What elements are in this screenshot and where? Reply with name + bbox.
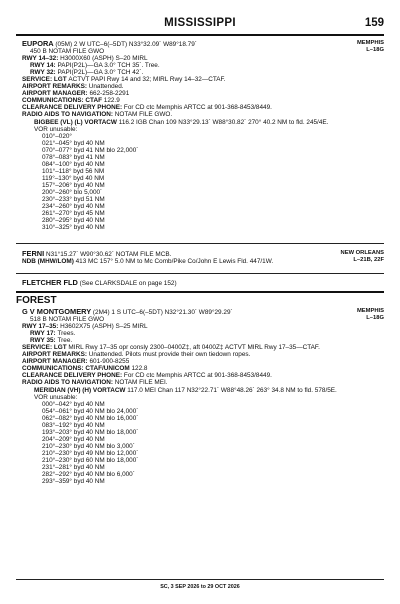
- forest-line: [22, 316, 340, 323]
- forest-text: 282°–292° byd 40 NM blo 6,000´: [42, 471, 135, 479]
- eupora-text: 021°–045° byd 40 NM: [42, 139, 105, 147]
- eupora-line: [22, 104, 340, 111]
- forest-line: [22, 422, 340, 429]
- eupora-line: [22, 55, 340, 62]
- eupora-text: H3000X60 (ASPH) S–20 MIRL: [60, 55, 148, 63]
- eupora-text: 122.9: [103, 97, 120, 105]
- forest-text: SERVICE: LGT: [22, 344, 69, 352]
- eupora-text: RWY 14–32:: [22, 55, 61, 63]
- eupora-line: [22, 76, 340, 83]
- eupora-text: COMMUNICATIONS: CTAF: [22, 97, 104, 105]
- header-rule: [16, 34, 384, 36]
- eupora-line: [22, 126, 340, 133]
- forest-line: [22, 408, 340, 415]
- forest-text: 062°–082° byd 40 NM blo 16,000´: [42, 414, 139, 422]
- eupora-text: PAPI(P2L)—GA 3.0° TCH 35´. Tree.: [57, 62, 160, 70]
- eupora-line: [22, 48, 340, 55]
- eupora-text: AIRPORT MANAGER:: [22, 90, 90, 98]
- eupora-text: 084°–100° byd 40 NM: [42, 160, 105, 168]
- page-number: 159: [364, 17, 384, 29]
- fletcher-entry: [22, 279, 340, 287]
- forest-text: COMMUNICATIONS: CTAF/UNICOM: [22, 365, 132, 373]
- eupora-text: 280°–295° byd 40 NM: [42, 217, 105, 225]
- eupora-line: [22, 203, 340, 210]
- eupora-text: 157°–206° byd 40 NM: [42, 181, 105, 189]
- eupora-text: 662-258-2291: [89, 90, 130, 98]
- eupora-text: 200°–260° blo 5,000´: [42, 188, 103, 196]
- eupora-text: 010°–020°: [42, 132, 72, 140]
- eupora-text: 119°–130° byd 40 NM: [42, 174, 105, 182]
- eupora-text: 116.2 IGB Chan 109 N33°29.13´ W88°30.82´ 270° 40.2 NM to fld. 245/4E.: [118, 118, 329, 126]
- eupora-line: [22, 161, 340, 168]
- forest-line: [22, 337, 340, 344]
- forest-text: 204°–209° byd 40 NM: [42, 435, 105, 443]
- eupora-text: AIRPORT REMARKS:: [22, 83, 89, 91]
- forest-line: [22, 401, 340, 408]
- eupora-line: [22, 224, 340, 231]
- forest-text: RWY 17:: [30, 330, 58, 338]
- eupora-text: BIGBEE (VL) (L) VORTACW: [34, 118, 119, 126]
- eupora-text: ACTVT PAPI Rwy 14 and 32; MIRL Rwy 14–32—CTAF.: [68, 76, 226, 84]
- eupora-text: CLEARANCE DELIVERY PHONE:: [22, 104, 124, 112]
- forest-line: [22, 415, 340, 422]
- ferni-side-ref: NEW ORLEANS: [340, 250, 384, 256]
- forest-line: [22, 323, 340, 330]
- footer-rule: [16, 579, 384, 580]
- eupora-text: NOTAM FILE GWO.: [114, 111, 173, 119]
- eupora-line: [22, 119, 340, 126]
- eupora-line: [22, 175, 340, 182]
- eupora-text: RWY 14:: [30, 62, 58, 70]
- forest-line: [22, 436, 340, 443]
- eupora-line: [22, 189, 340, 196]
- eupora-line: [22, 90, 340, 97]
- fletcher-text: FLETCHER FLD: [22, 279, 78, 287]
- eupora-line: [22, 62, 340, 69]
- eupora-text: RWY 32:: [30, 69, 58, 77]
- eupora-text: 310°–325° byd 40 NM: [42, 224, 105, 232]
- forest-text: Tree.: [57, 337, 73, 345]
- forest-text: 518 B NOTAM FILE GWO: [30, 316, 105, 324]
- eupora-text: 070°–077° byd 41 NM blo 22,000´: [42, 146, 139, 154]
- forest-line: [22, 330, 340, 337]
- eupora-line: [22, 133, 340, 140]
- forest-line: [22, 457, 340, 464]
- forest-line: [22, 478, 340, 485]
- section-title-forest: FOREST: [16, 295, 57, 306]
- forest-text: 122.8: [131, 365, 148, 373]
- forest-text: 293°–359° byd 40 NM: [42, 478, 105, 486]
- forest-text: VOR unusable:: [34, 393, 78, 401]
- forest-text: 083°–192° byd 40 NM: [42, 421, 105, 429]
- forest-line: [22, 394, 340, 401]
- divider-2: [16, 273, 384, 274]
- eupora-text: RADIO AIDS TO NAVIGATION:: [22, 111, 115, 119]
- eupora-line: [22, 182, 340, 189]
- forest-text: AIRPORT MANAGER:: [22, 358, 90, 366]
- forest-line: [22, 358, 340, 365]
- forest-line: [22, 351, 340, 358]
- forest-text: Unattended. Pilots must provide their own tiedown ropes.: [88, 351, 251, 359]
- section-rule: [16, 291, 384, 293]
- eupora-line: [22, 217, 340, 224]
- eupora-line: [22, 147, 340, 154]
- forest-text: CLEARANCE DELIVERY PHONE:: [22, 372, 124, 380]
- eupora-line: [22, 69, 340, 76]
- forest-text: Trees.: [57, 330, 76, 338]
- forest-text: MERIDIAN (VH) (H) VORTACW: [34, 386, 128, 394]
- forest-line: [22, 308, 340, 316]
- eupora-chart-ref: [357, 40, 384, 54]
- forest-line: [22, 464, 340, 471]
- eupora-line: [22, 97, 340, 104]
- eupora-line: [22, 154, 340, 161]
- footer-effective-dates: SC, 3 SEP 2026 to 29 OCT 2026: [160, 584, 240, 590]
- divider-1: [16, 243, 384, 244]
- ferni-side-ref: L–21B, 22F: [353, 257, 384, 264]
- forest-line: [22, 387, 340, 394]
- eupora-text: Unattended.: [88, 83, 124, 91]
- state-title: MISSISSIPPI: [164, 17, 236, 29]
- forest-text: 210°–230° byd 49 NM blo 12,000´: [42, 449, 139, 457]
- eupora-text: 234°–260° byd 40 NM: [42, 203, 105, 211]
- forest-text: 231°–281° byd 40 NM: [42, 464, 105, 472]
- eupora-line: [22, 40, 340, 48]
- eupora-line: [22, 83, 340, 90]
- forest-text: (2M4) 1 S UTC–6(–5DT) N32°21.30´ W89°29.29´: [91, 309, 233, 316]
- forest-text: G V MONTGOMERY: [22, 308, 92, 316]
- gv-montgomery-entry: [22, 308, 340, 485]
- ferni-chart-ref: [341, 250, 384, 264]
- forest-text: MIRL Rwy 17–35 opr consly 2300–0400Z‡, aft 0400Z‡ ACTVT MIRL Rwy 17–35—CTAF.: [68, 344, 320, 352]
- fletcher-text: (See CLARKSDALE on page 152): [77, 280, 177, 287]
- forest-text: For CD ctc Memphis ARTCC at 901-368-8453/8449.: [123, 372, 272, 380]
- ferni-line: [22, 250, 340, 258]
- forest-text: 601-900-8255: [89, 358, 130, 366]
- forest-line: [22, 372, 340, 379]
- eupora-line: [22, 140, 340, 147]
- eupora-text: 101°–118° byd 56 NM: [42, 167, 105, 175]
- ferni-entry: [22, 250, 340, 265]
- forest-text: RWY 17–35:: [22, 323, 61, 331]
- eupora-text: For CD ctc Memphis ARTCC at 901-368-8453/8449.: [123, 104, 272, 112]
- forest-text: 000°–042° byd 40 NM: [42, 400, 105, 408]
- eupora-side-ref: MEMPHIS: [356, 40, 384, 46]
- page-header: [0, 0, 400, 36]
- forest-text: 210°–230° byd 40 NM blo 3,000´: [42, 442, 135, 450]
- forest-line: [22, 365, 340, 372]
- ferni-line: [22, 258, 340, 265]
- eupora-text: EUPORA: [22, 40, 54, 48]
- forest-text: H3602X75 (ASPH) S–25 MIRL: [60, 323, 148, 331]
- eupora-text: 230°–233° byd 51 NM: [42, 196, 105, 204]
- forest-text: NOTAM FILE MEI.: [114, 379, 168, 387]
- ferni-text: 413 MC 157° 5.0 NM to Mc Comb/Pike Co/John E Lewis Fld. 447/1W.: [75, 258, 274, 266]
- forest-text: 054°–061° byd 40 NM blo 24,000´: [42, 407, 139, 415]
- eupora-line: [22, 196, 340, 203]
- forest-line: [22, 450, 340, 457]
- forest-text: 117.0 MEI Chan 117 N32°22.71´ W88°48.26´ 263° 34.8 NM to fld. 578/5E.: [127, 386, 337, 394]
- forest-text: 210°–230° byd 60 NM blo 18,000´: [42, 456, 139, 464]
- forest-text: 193°–203° byd 40 NM blo 18,000´: [42, 428, 139, 436]
- eupora-entry: [22, 40, 340, 231]
- ferni-text: NDB (MHW/LOM): [22, 258, 76, 266]
- forest-text: AIRPORT REMARKS:: [22, 351, 89, 359]
- forest-side-ref: MEMPHIS: [356, 308, 384, 314]
- eupora-line: [22, 168, 340, 175]
- eupora-text: 078°–083° byd 41 NM: [42, 153, 105, 161]
- eupora-text: SERVICE: LGT: [22, 76, 69, 84]
- ferni-text: FERNI: [22, 250, 45, 258]
- forest-line: [22, 429, 340, 436]
- eupora-text: VOR unusable:: [34, 125, 78, 133]
- eupora-line: [22, 210, 340, 217]
- eupora-text: PAPI(P2L)—GA 3.0° TCH 42´.: [57, 69, 144, 77]
- eupora-text: 450 B NOTAM FILE GWO: [30, 48, 105, 56]
- forest-line: [22, 379, 340, 386]
- forest-line: [22, 443, 340, 450]
- eupora-text: 261°–270° byd 45 NM: [42, 210, 105, 218]
- forest-side-ref: L–18G: [366, 315, 384, 322]
- forest-chart-ref: [357, 308, 384, 322]
- ferni-text: N31°15.27´ W90°30.62´ NOTAM FILE MCB.: [44, 251, 172, 258]
- forest-text: RWY 35:: [30, 337, 58, 345]
- eupora-text: (05M) 2 W UTC–6(–5DT) N33°32.09´ W89°18.79´: [53, 41, 197, 48]
- eupora-line: [22, 111, 340, 118]
- forest-text: RADIO AIDS TO NAVIGATION:: [22, 379, 115, 387]
- fletcher-line: [22, 279, 340, 287]
- forest-line: [22, 471, 340, 478]
- forest-line: [22, 344, 340, 351]
- eupora-side-ref: L–18G: [366, 47, 384, 54]
